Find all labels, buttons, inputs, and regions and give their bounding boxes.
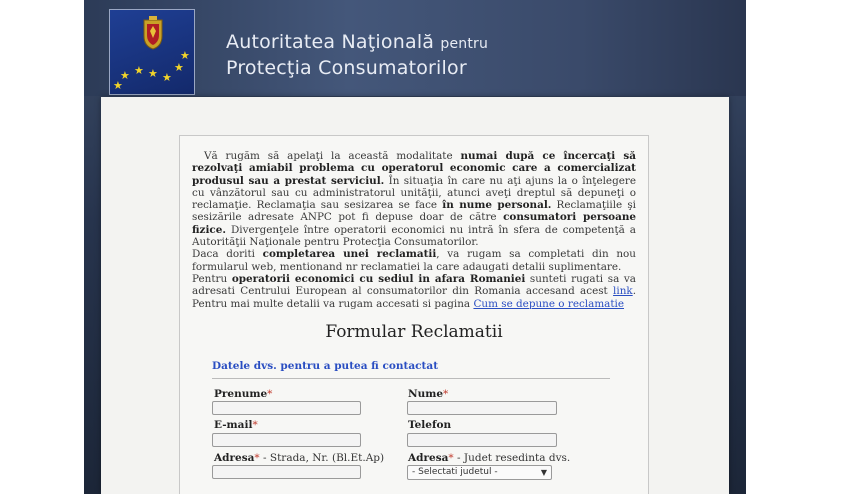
section-divider	[212, 378, 610, 379]
contact-section-title: Datele dvs. pentru a putea fi contactat	[212, 360, 439, 372]
prenume-label: Prenume*	[214, 388, 273, 400]
intro-paragraph-3: Pentru operatorii economici cu sediul in afara Romaniei sunteti rugati sa va adresati Centrului European al consumatorilor din Romania accesand acest link. Pentru mai multe detalii va rugam accesati si pagina Cum se depune o reclamatie	[192, 272, 636, 310]
eu-star-icon: ★	[174, 61, 184, 74]
eu-star-icon: ★	[180, 49, 190, 62]
site-header	[84, 0, 746, 96]
anpc-logo[interactable]	[109, 9, 195, 95]
coat-of-arms-icon	[140, 16, 166, 50]
site-title-small: pentru	[440, 36, 489, 52]
email-input[interactable]	[212, 433, 361, 447]
how-to-complain-link[interactable]: Cum se depune o reclamatie	[473, 297, 625, 310]
adresa-strada-input[interactable]	[212, 465, 361, 479]
monitor-screen	[84, 0, 746, 494]
site-title-line2: Protecţia Consumatorilor	[226, 57, 467, 79]
eu-star-icon: ★	[113, 79, 123, 92]
eu-star-icon: ★	[148, 67, 158, 80]
required-mark: *	[448, 452, 454, 464]
email-label: E-mail*	[214, 419, 258, 431]
intro-paragraph-1: Vă rugăm să apelaţi la această modalitate numai după ce încercaţi să rezolvaţi amiabil problema cu operatorul economic care a comercializat produsul sau a prestat serviciul. În situaţia în care nu aţi ajuns la o înţelegere cu vânzătorul sau cu administratorul unităţii, atunci aveţi dreptul să depuneţi o reclamaţie. Reclamaţia sau sesizarea se face în nume personal. Reclamaţiile şi sesizările adresate ANPC pot fi depuse doar de către consumatori persoane fizice. Divergenţele între operatorii economici nu intră în sfera de competenţă a Autorităţii Naţionale pentru Protecţia Consumatorilor.	[192, 150, 637, 249]
nume-input[interactable]	[407, 401, 557, 415]
site-title-line1	[226, 30, 488, 56]
required-mark: *	[267, 388, 273, 400]
adresa-judet-label: Adresa* - Judet resedinta dvs.	[408, 452, 571, 464]
required-mark: *	[254, 452, 260, 464]
telefon-input[interactable]	[407, 433, 557, 447]
complaint-panel	[179, 135, 649, 494]
ecc-link[interactable]: link	[613, 285, 633, 298]
form-title: Formular Reclamatii	[325, 322, 503, 342]
prenume-input[interactable]	[212, 401, 361, 415]
eu-star-icon: ★	[134, 64, 144, 77]
judet-select[interactable]	[407, 465, 552, 480]
site-title	[226, 30, 488, 80]
site-title-main: Autoritatea Naţională	[226, 31, 435, 53]
eu-star-icon: ★	[162, 71, 172, 84]
judet-select-value: - Selectati judetul -	[412, 467, 498, 477]
required-mark: *	[443, 388, 449, 400]
intro-paragraph-2: Daca doriti completarea unei reclamatii, va rugam sa completati din nou formularul web, mentionand nr reclamatiei la care adaugati detalii suplimentare.	[192, 248, 636, 273]
eu-star-icon: ★	[120, 69, 130, 82]
page-content	[101, 97, 729, 494]
telefon-label: Telefon	[408, 419, 452, 431]
nume-label: Nume*	[408, 388, 449, 400]
adresa-strada-label: Adresa* - Strada, Nr. (Bl.Et.Ap)	[214, 452, 385, 464]
chevron-down-icon: ▼	[540, 468, 547, 477]
required-mark: *	[252, 419, 258, 431]
intro-text	[192, 150, 636, 310]
